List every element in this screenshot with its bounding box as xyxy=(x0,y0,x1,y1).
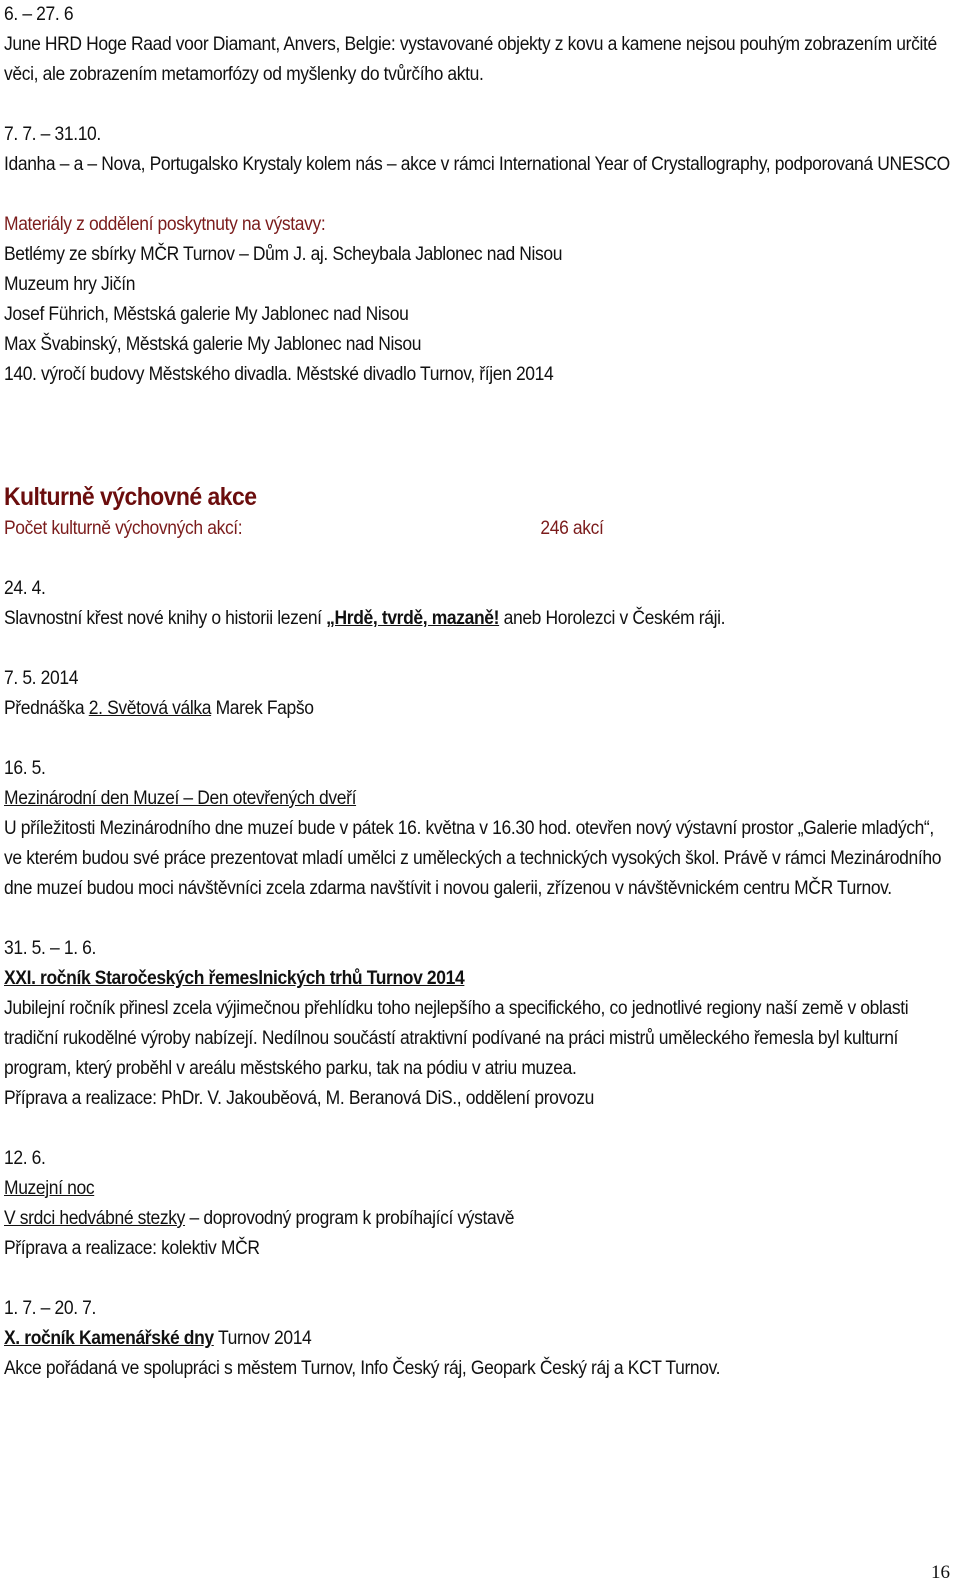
event-date: 7. 5. 2014 xyxy=(4,668,79,689)
event-line xyxy=(4,1204,878,1234)
event-title: Muzejní noc xyxy=(4,1178,95,1199)
event-subtitle: V srdci hedvábné stezky xyxy=(4,1208,186,1229)
event-description: U příležitosti Mezinárodního dne muzeí bude v pátek 16. května v 16.30 hod. otevřen nový výstavní prostor „Galerie mladých“, ve kterém budou své práce prezentovat mladí umělci z uměleckých a technických vysokých škol. Právě v rámci Mezinárodního dne muzeí budou moci návštěvníci zcela zdarma navštívit i novou galerii, zřízenou v návštěvnickém centru MČR Turnov. xyxy=(4,818,942,899)
event-title: Mezinárodní den Muzeí – Den otevřených dveří xyxy=(4,788,357,809)
event-count-value: 246 akcí xyxy=(540,518,604,539)
materials-item: Muzeum hry Jičín xyxy=(4,274,136,295)
event-description: Jubilejní ročník přinesl zcela výjimečnou přehlídku toho nejlepšího a specifického, co jednotlivé regiony naší země v oblasti tradiční rukodělné výroby nabízejí. Nedílnou součástí atraktivní podívané na práci mistrů uměleckého řemesla byl kulturní program, který proběhl v areálu městského parku, tak na pódiu v atriu muzea. xyxy=(4,998,909,1079)
event-count-row xyxy=(4,514,878,544)
event-description: Akce pořádaná ve spolupráci s městem Turnov, Info Český ráj, Geopark Český ráj a KCT Turnov. xyxy=(4,1358,721,1379)
event-line xyxy=(4,694,878,724)
materials-item: Max Švabinský, Městská galerie My Jablonec nad Nisou xyxy=(4,334,422,355)
date-line: 6. – 27. 6 xyxy=(4,4,74,25)
event-preparation: Příprava a realizace: PhDr. V. Jakouběová, M. Beranová DiS., oddělení provozu xyxy=(4,1088,594,1109)
section-title: Kulturně výchovné akce xyxy=(4,483,257,511)
event-date: 16. 5. xyxy=(4,758,46,779)
event-date: 1. 7. – 20. 7. xyxy=(4,1298,97,1319)
event-count-label: Počet kulturně výchovných akcí: xyxy=(4,518,243,539)
date-line: 7. 7. – 31.10. xyxy=(4,124,101,145)
event-date: 31. 5. – 1. 6. xyxy=(4,938,97,959)
event-date: 12. 6. xyxy=(4,1148,46,1169)
materials-item: 140. výročí budovy Městského divadla. Městské divadlo Turnov, říjen 2014 xyxy=(4,364,554,385)
event-text: Přednáška xyxy=(4,698,89,719)
event-line xyxy=(4,1324,878,1354)
materials-item: Betlémy ze sbírky MČR Turnov – Dům J. aj. Scheybala Jablonec nad Nisou xyxy=(4,244,563,265)
materials-heading: Materiály z oddělení poskytnuty na výstavy: xyxy=(4,214,326,235)
exhibition-text: June HRD Hoge Raad voor Diamant, Anvers, Belgie: vystavované objekty z kovu a kamene nejsou pouhým zobrazením určité věci, ale zobrazením metamorfózy od myšlenky do tvůrčího aktu. xyxy=(4,34,937,85)
book-title: „Hrdě, tvrdě, mazaně! xyxy=(326,608,500,629)
materials-item: Josef Führich, Městská galerie My Jablonec nad Nisou xyxy=(4,304,409,325)
event-text: Marek Fapšo xyxy=(211,698,314,719)
event-text: Turnov 2014 xyxy=(213,1328,312,1349)
event-title: X. ročník Kamenářské dny xyxy=(4,1328,214,1349)
event-date: 24. 4. xyxy=(4,578,46,599)
event-line xyxy=(4,604,878,634)
document-page xyxy=(4,0,950,1384)
exhibition-text: Idanha – a – Nova, Portugalsko Krystaly kolem nás – akce v rámci International Year of Crystallography, podporovaná UNESCO xyxy=(4,154,950,175)
event-text: – doprovodný program k probíhající výstavě xyxy=(185,1208,515,1229)
lecture-title: 2. Světová válka xyxy=(88,698,212,719)
event-text: aneb Horolezci v Českém ráji. xyxy=(499,608,726,629)
page-number: 16 xyxy=(931,1562,950,1583)
event-title: XXI. ročník Staročeských řemeslnických trhů Turnov 2014 xyxy=(4,968,465,989)
event-preparation: Příprava a realizace: kolektiv MČR xyxy=(4,1238,260,1259)
event-text: Slavnostní křest nové knihy o historii lezení xyxy=(4,608,327,629)
